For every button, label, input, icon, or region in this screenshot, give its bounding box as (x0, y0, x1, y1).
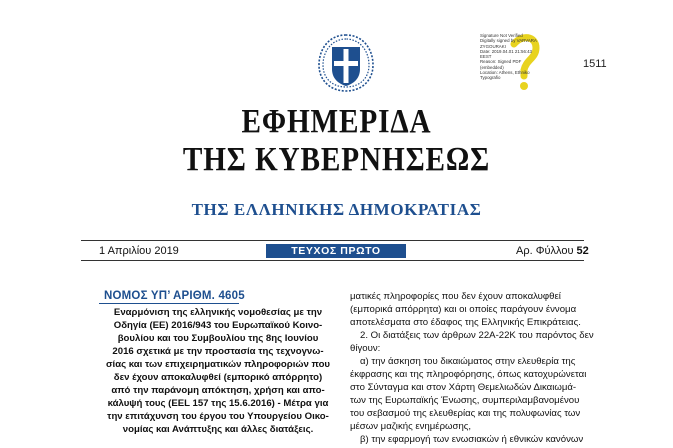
summary-line: από την παράνομη απόκτηση, χρήση και απο- (111, 385, 325, 396)
law-summary (99, 306, 337, 436)
sheet-number (516, 245, 589, 257)
summary-line: δεν έχουν αποκαλυφθεί (εμπορικό απόρρητο) (113, 372, 323, 383)
body-line: αποτελέσματα στο έδαφος της Ελληνικής Επικράτειας. (350, 317, 581, 328)
body-line: 2. Οι διατάξεις των άρθρων 22Α-22Κ του παρόντος δεν (360, 330, 594, 341)
body-line: (εμπορικά απόρρητα) και οι οποίες παράγουν έννομα (350, 304, 577, 315)
body-line: θίγουν: (350, 343, 381, 354)
body-line: στο Σύνταγμα και στον Χάρτη Θεμελιωδών Δικαιωμά- (350, 382, 577, 393)
page-number: 1511 (583, 58, 607, 70)
header-rule-bottom (81, 260, 584, 261)
body-line: του σεβασμού της ελευθερίας και της πολυφωνίας των (350, 408, 581, 419)
header-rule-top (81, 240, 584, 241)
summary-line: την επιτάχυνση του έργου του Υπουργείου Οικο- (107, 411, 329, 422)
summary-line: 2016 σχετικά με την προστασία της τεχνογνω- (112, 346, 324, 357)
summary-line: βουλίου και του Συμβουλίου της 8ης Ιουνίου (117, 333, 319, 344)
gazette-subtitle: ΤΗΣ ΕΛΛΗΝΙΚΗΣ ΔΗΜΟΚΡΑΤΙΑΣ (191, 200, 482, 219)
gazette-title-line2: ΤΗΣ ΚΥΒΕΡΝΗΣΕΩΣ (182, 141, 491, 178)
law-title: ΝΟΜΟΣ ΥΠ’ ΑΡΙΘΜ. 4605 (104, 290, 245, 302)
summary-line: Εναρμόνιση της ελληνικής νομοθεσίας με την (113, 307, 323, 318)
summary-line: σίας και των επιχειρηματικών πληροφοριών που (105, 359, 331, 370)
body-line: ματικές πληροφορίες που δεν έχουν αποκαλυφθεί (350, 291, 561, 302)
greek-coat-of-arms-icon (309, 29, 383, 95)
summary-line: νομίας και Ανάπτυξης και άλλες διατάξεις. (122, 424, 314, 435)
body-line: β) την εφαρμογή των ενωσιακών ή εθνικών κανόνων (360, 434, 584, 445)
summary-line: κάλυψή τους (EEL 157 της 15.6.2016) - Μέτρα για (107, 398, 329, 409)
sheet-value: 52 (576, 245, 589, 257)
body-line: α) την άσκηση του δικαιώματος στην ελευθερία της (360, 356, 576, 367)
law-title-underline (99, 303, 239, 304)
body-line: έκφρασης και της πληροφόρησης, όπως κατοχυρώνεται (350, 369, 587, 380)
gazette-title: ΕΦΗΜΕΡΙΔΑ (241, 103, 432, 140)
body-line: των της Ευρωπαϊκής Ένωσης, συμπεριλαμβανομένου (350, 395, 580, 406)
issue-date: 1 Απριλίου 2019 (99, 245, 179, 257)
law-body (350, 290, 593, 446)
issue-label: ΤΕΥΧΟΣ ΠΡΩΤΟ (266, 244, 406, 258)
signature-info: Signature Not Verified Digitally signed by VARVARA ZYGOURAKI Date: 2019.04.01 21:56:43 EEST Reason: Signed PDF (embedded) Location: Athens, Ethniko Typografio (480, 33, 537, 81)
body-line: μέσων μαζικής ενημέρωσης, (350, 421, 472, 432)
summary-line: Οδηγία (ΕΕ) 2016/943 του Ευρωπαϊκού Κοινο- (113, 320, 323, 331)
sheet-label: Αρ. Φύλλου (516, 245, 574, 257)
